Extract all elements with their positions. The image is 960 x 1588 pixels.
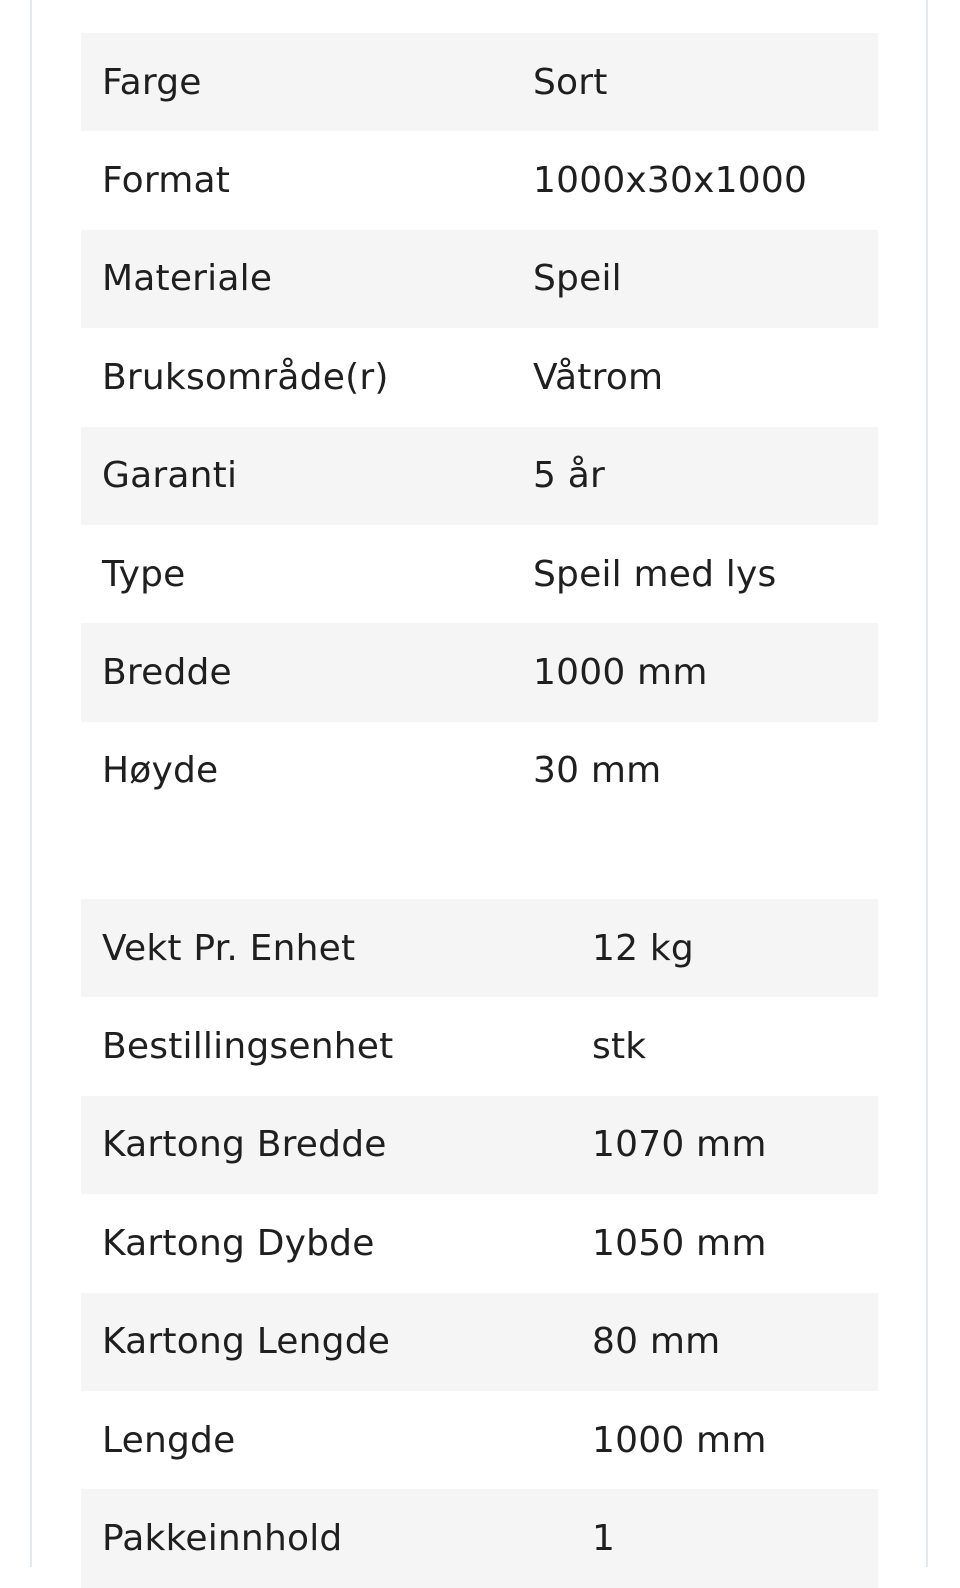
spec-label: Materiale	[102, 258, 273, 300]
logistics-label: Kartong Lengde	[102, 1321, 391, 1363]
spec-value: 1000 mm	[533, 652, 708, 694]
product-specs-table	[81, 33, 878, 820]
logistics-value: 1050 mm	[592, 1222, 767, 1264]
spec-row-type	[81, 525, 878, 623]
spec-row-usage-area	[81, 328, 878, 426]
spec-value: 5 år	[533, 455, 606, 497]
spec-label: Bredde	[102, 652, 232, 694]
logistics-row-weight	[81, 899, 878, 997]
logistics-row-carton-width	[81, 1096, 878, 1194]
logistics-row-carton-length	[81, 1293, 878, 1391]
spec-row-height	[81, 722, 878, 820]
logistics-value: 1070 mm	[592, 1124, 767, 1166]
spec-label: Farge	[102, 61, 202, 103]
logistics-row-length	[81, 1391, 878, 1489]
logistics-value: 1	[592, 1518, 616, 1560]
logistics-label: Vekt Pr. Enhet	[102, 927, 356, 969]
spec-value: Sort	[533, 61, 608, 103]
spec-label: Bruksområde(r)	[102, 356, 389, 398]
logistics-label: Kartong Dybde	[102, 1222, 375, 1264]
spec-row-width	[81, 623, 878, 721]
spec-value: Speil med lys	[533, 553, 777, 595]
logistics-value: 80 mm	[592, 1321, 721, 1363]
spec-value: 30 mm	[533, 750, 662, 792]
spec-row-material	[81, 230, 878, 328]
logistics-label: Kartong Bredde	[102, 1124, 387, 1166]
logistics-table	[81, 899, 878, 1588]
spec-label: Format	[102, 160, 231, 202]
spec-row-warranty	[81, 427, 878, 525]
logistics-value: 1000 mm	[592, 1419, 767, 1461]
spec-value: Speil	[533, 258, 622, 300]
spec-label: Høyde	[102, 750, 219, 792]
logistics-value: 12 kg	[592, 927, 694, 969]
logistics-row-carton-depth	[81, 1194, 878, 1292]
spec-label: Garanti	[102, 455, 238, 497]
spec-value: Våtrom	[533, 356, 664, 398]
logistics-label: Lengde	[102, 1419, 236, 1461]
logistics-row-package-content	[81, 1489, 878, 1587]
spec-row-color	[81, 33, 878, 131]
spec-value: 1000x30x1000	[533, 160, 808, 202]
logistics-value: stk	[592, 1026, 647, 1068]
spec-label: Type	[102, 553, 186, 595]
logistics-label: Bestillingsenhet	[102, 1026, 394, 1068]
logistics-row-order-unit	[81, 997, 878, 1095]
spec-row-format	[81, 131, 878, 229]
logistics-label: Pakkeinnhold	[102, 1518, 343, 1560]
